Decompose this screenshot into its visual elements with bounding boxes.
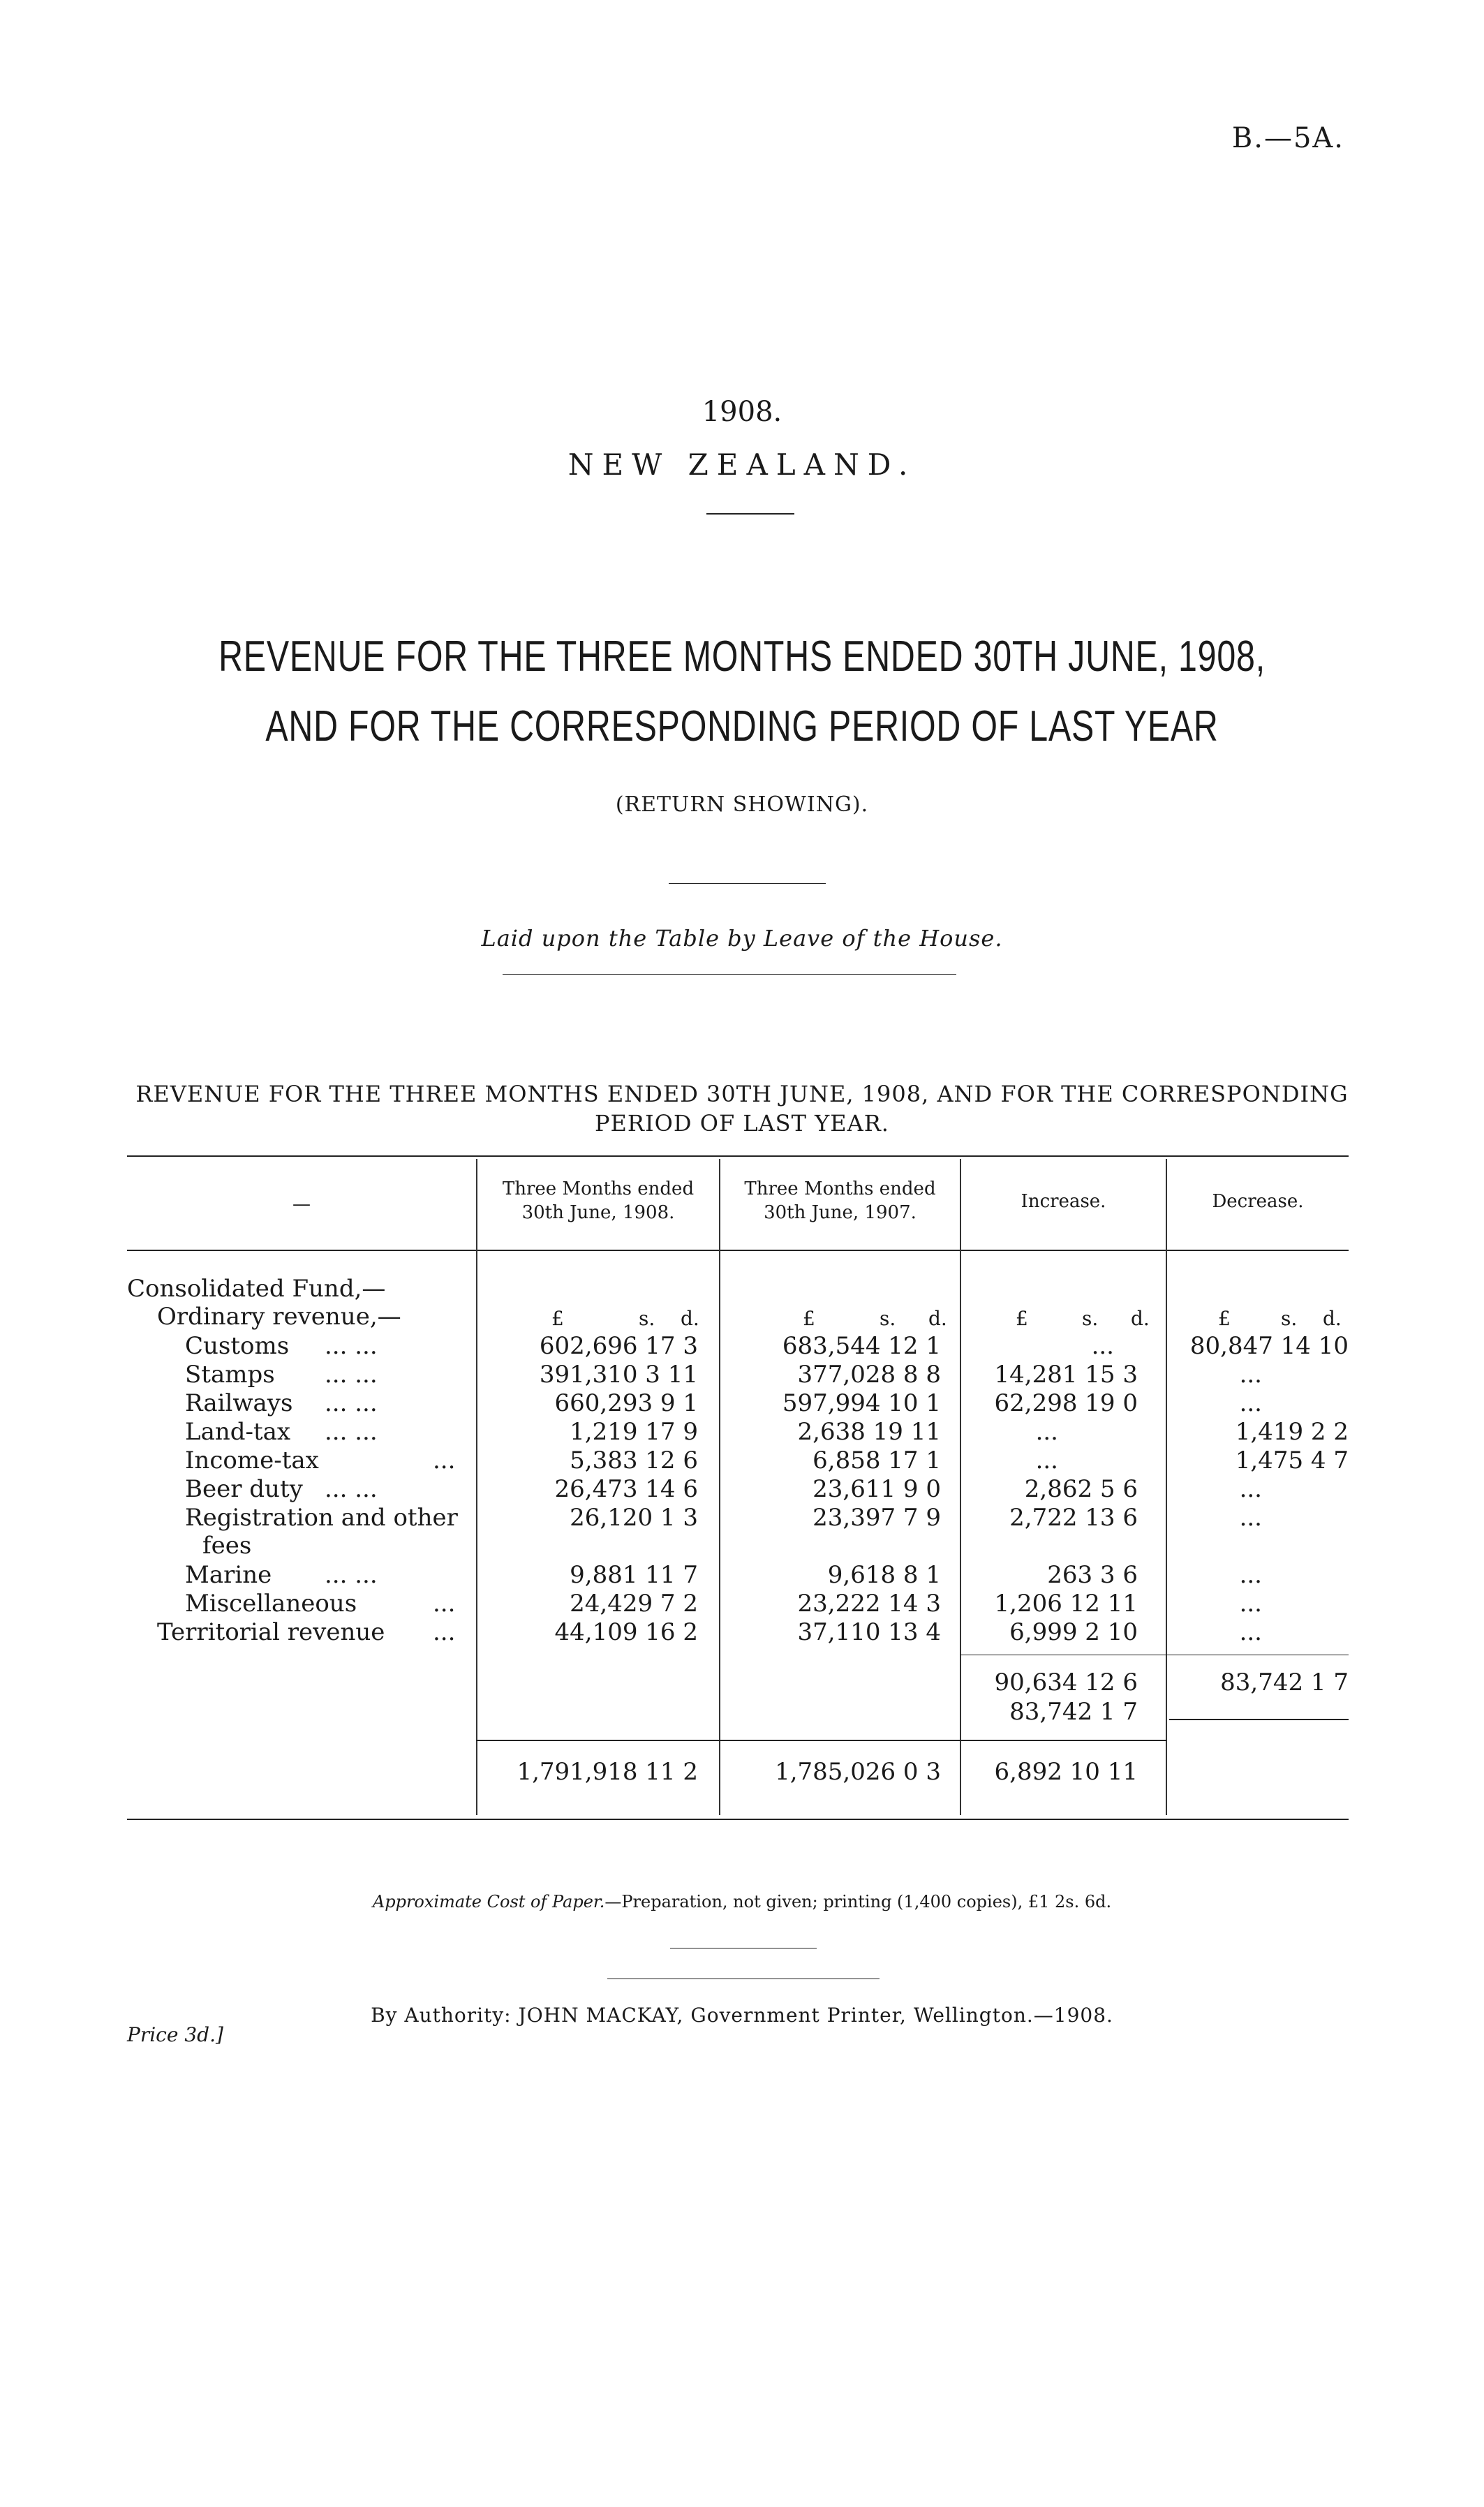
divider bbox=[706, 513, 794, 515]
header-increase: Increase. bbox=[1021, 1191, 1106, 1212]
leader-dots: ... ... bbox=[325, 1389, 378, 1417]
total-1907: 1,785,026 0 3 bbox=[775, 1758, 941, 1786]
cell-increase: 263 3 6 bbox=[1047, 1561, 1138, 1589]
cell-decrease: ... bbox=[1239, 1475, 1262, 1503]
row-label: Beer duty bbox=[185, 1475, 303, 1503]
document-title-line2: AND FOR THE CORRESPONDING PERIOD OF LAST YEAR bbox=[265, 702, 1219, 750]
divider bbox=[503, 974, 956, 975]
header-decrease: Decrease. bbox=[1212, 1191, 1304, 1212]
cell-1908: 391,310 3 11 bbox=[539, 1361, 698, 1389]
cell-1908: 1,219 17 9 bbox=[570, 1418, 698, 1446]
cell-decrease: ... bbox=[1239, 1561, 1262, 1589]
paper-reference: B.—5A. bbox=[1231, 122, 1344, 154]
unit-shilling: s. bbox=[1082, 1307, 1099, 1330]
cell-1907: 597,994 10 1 bbox=[782, 1389, 941, 1417]
cell-1908: 660,293 9 1 bbox=[554, 1389, 698, 1417]
laid-statement: Laid upon the Table by Leave of the House. bbox=[481, 925, 1003, 952]
leader-dots: ... bbox=[433, 1590, 456, 1618]
cell-increase: 14,281 15 3 bbox=[994, 1361, 1138, 1389]
leader-dots: ... ... bbox=[325, 1561, 378, 1589]
unit-pound: £ bbox=[1016, 1307, 1028, 1330]
cost-label: Approximate Cost of Paper. bbox=[372, 1892, 605, 1911]
subtotal-decrease: 83,742 1 7 bbox=[1220, 1669, 1349, 1696]
cell-decrease: ... bbox=[1239, 1590, 1262, 1618]
subtotal-decrease-carried: 83,742 1 7 bbox=[1009, 1698, 1138, 1726]
cell-1908: 26,120 1 3 bbox=[570, 1504, 698, 1532]
subgroup-heading: Ordinary revenue,— bbox=[157, 1303, 401, 1331]
cell-decrease: ... bbox=[1239, 1361, 1262, 1389]
cell-increase: ... bbox=[1091, 1332, 1114, 1360]
row-label: Marine bbox=[185, 1561, 272, 1589]
cell-1907: 23,222 14 3 bbox=[797, 1590, 941, 1618]
cell-1907: 683,544 12 1 bbox=[782, 1332, 941, 1360]
table-bottom-rule bbox=[127, 1819, 1349, 1820]
unit-pence: d. bbox=[928, 1307, 947, 1330]
leader-dots: ... bbox=[433, 1447, 456, 1474]
unit-pence: d. bbox=[1323, 1307, 1342, 1330]
row-label-continued: fees bbox=[202, 1532, 252, 1560]
header-col1: Three Months ended 30th June, 1908. bbox=[502, 1178, 695, 1223]
cell-increase: 2,862 5 6 bbox=[1024, 1475, 1138, 1503]
document-title-line1: REVENUE FOR THE THREE MONTHS ENDED 30TH JUNE, 1908, bbox=[218, 633, 1266, 681]
table-top-rule bbox=[127, 1155, 1349, 1157]
column-divider bbox=[476, 1159, 477, 1815]
cell-1908: 24,429 7 2 bbox=[570, 1590, 698, 1618]
country-heading: NEW ZEALAND. bbox=[567, 448, 917, 482]
table-title-line1: REVENUE FOR THE THREE MONTHS ENDED 30TH JUNE, 1908, AND FOR THE CORRESPONDING bbox=[135, 1081, 1349, 1107]
column-divider bbox=[960, 1159, 961, 1815]
cell-increase: 1,206 12 11 bbox=[994, 1590, 1138, 1618]
cell-decrease: 1,419 2 2 bbox=[1235, 1418, 1349, 1446]
cell-1907: 6,858 17 1 bbox=[813, 1447, 941, 1474]
cell-1907: 23,611 9 0 bbox=[813, 1475, 941, 1503]
leader-dots: ... ... bbox=[325, 1475, 378, 1503]
cost-of-paper bbox=[0, 1892, 1484, 1911]
column-divider bbox=[1166, 1159, 1167, 1815]
divider bbox=[669, 883, 826, 884]
unit-shilling: s. bbox=[639, 1307, 655, 1330]
cell-1907: 37,110 13 4 bbox=[797, 1618, 941, 1646]
cost-text: —Preparation, not given; printing (1,400 copies), £1 2s. 6d. bbox=[604, 1892, 1112, 1911]
row-label: Stamps bbox=[185, 1361, 275, 1389]
cell-1908: 602,696 17 3 bbox=[539, 1332, 698, 1360]
decrease-rule bbox=[1169, 1719, 1349, 1720]
document-subtitle: (RETURN SHOWING). bbox=[615, 792, 869, 817]
cell-1908: 26,473 14 6 bbox=[554, 1475, 698, 1503]
unit-pound: £ bbox=[1218, 1307, 1231, 1330]
unit-pence: d. bbox=[1131, 1307, 1150, 1330]
price: Price 3d.] bbox=[127, 2023, 223, 2046]
year-heading: 1908. bbox=[702, 396, 782, 428]
row-label: Territorial revenue bbox=[157, 1618, 385, 1646]
cell-1908: 5,383 12 6 bbox=[570, 1447, 698, 1474]
cell-1908: 9,881 11 7 bbox=[570, 1561, 698, 1589]
cell-1907: 2,638 19 11 bbox=[797, 1418, 941, 1446]
cell-1908: 44,109 16 2 bbox=[554, 1618, 698, 1646]
cell-increase: 2,722 13 6 bbox=[1009, 1504, 1138, 1532]
header-blank: — bbox=[292, 1194, 311, 1215]
row-label: Miscellaneous bbox=[185, 1590, 357, 1618]
leader-dots: ... bbox=[433, 1618, 456, 1646]
cell-increase: ... bbox=[1035, 1447, 1058, 1474]
leader-dots: ... ... bbox=[325, 1418, 378, 1446]
row-label: Land-tax bbox=[185, 1418, 291, 1446]
cell-decrease: ... bbox=[1239, 1504, 1262, 1532]
cell-decrease: ... bbox=[1239, 1618, 1262, 1646]
total-increase: 6,892 10 11 bbox=[994, 1758, 1138, 1786]
unit-shilling: s. bbox=[880, 1307, 896, 1330]
unit-shilling: s. bbox=[1281, 1307, 1298, 1330]
group-heading: Consolidated Fund,— bbox=[127, 1275, 386, 1303]
column-divider bbox=[719, 1159, 720, 1815]
cell-decrease: 1,475 4 7 bbox=[1235, 1447, 1349, 1474]
cell-1907: 23,397 7 9 bbox=[813, 1504, 941, 1532]
cell-1907: 377,028 8 8 bbox=[797, 1361, 941, 1389]
table-title-line2: PERIOD OF LAST YEAR. bbox=[595, 1110, 889, 1137]
subtotal-increase: 90,634 12 6 bbox=[994, 1669, 1138, 1696]
cell-decrease: ... bbox=[1239, 1389, 1262, 1417]
row-label: Railways bbox=[185, 1389, 293, 1417]
header-col2: Three Months ended 30th June, 1907. bbox=[744, 1178, 936, 1223]
row-label: Income-tax bbox=[185, 1447, 319, 1474]
leader-dots: ... ... bbox=[325, 1361, 378, 1389]
total-rule bbox=[476, 1740, 1167, 1741]
row-label: Customs bbox=[185, 1332, 290, 1360]
unit-pound: £ bbox=[551, 1307, 564, 1330]
cell-decrease: 80,847 14 10 bbox=[1189, 1332, 1349, 1360]
total-1908: 1,791,918 11 2 bbox=[517, 1758, 698, 1786]
leader-dots: ... ... bbox=[325, 1332, 378, 1360]
unit-pound: £ bbox=[803, 1307, 815, 1330]
cell-increase: 6,999 2 10 bbox=[1009, 1618, 1138, 1646]
unit-pence: d. bbox=[681, 1307, 699, 1330]
cell-1907: 9,618 8 1 bbox=[827, 1561, 941, 1589]
cell-increase: ... bbox=[1035, 1418, 1058, 1446]
authority-line: By Authority: JOHN MACKAY, Government Printer, Wellington.—1908. bbox=[371, 2004, 1113, 2027]
row-label: Registration and other bbox=[185, 1504, 458, 1532]
cell-increase: 62,298 19 0 bbox=[994, 1389, 1138, 1417]
